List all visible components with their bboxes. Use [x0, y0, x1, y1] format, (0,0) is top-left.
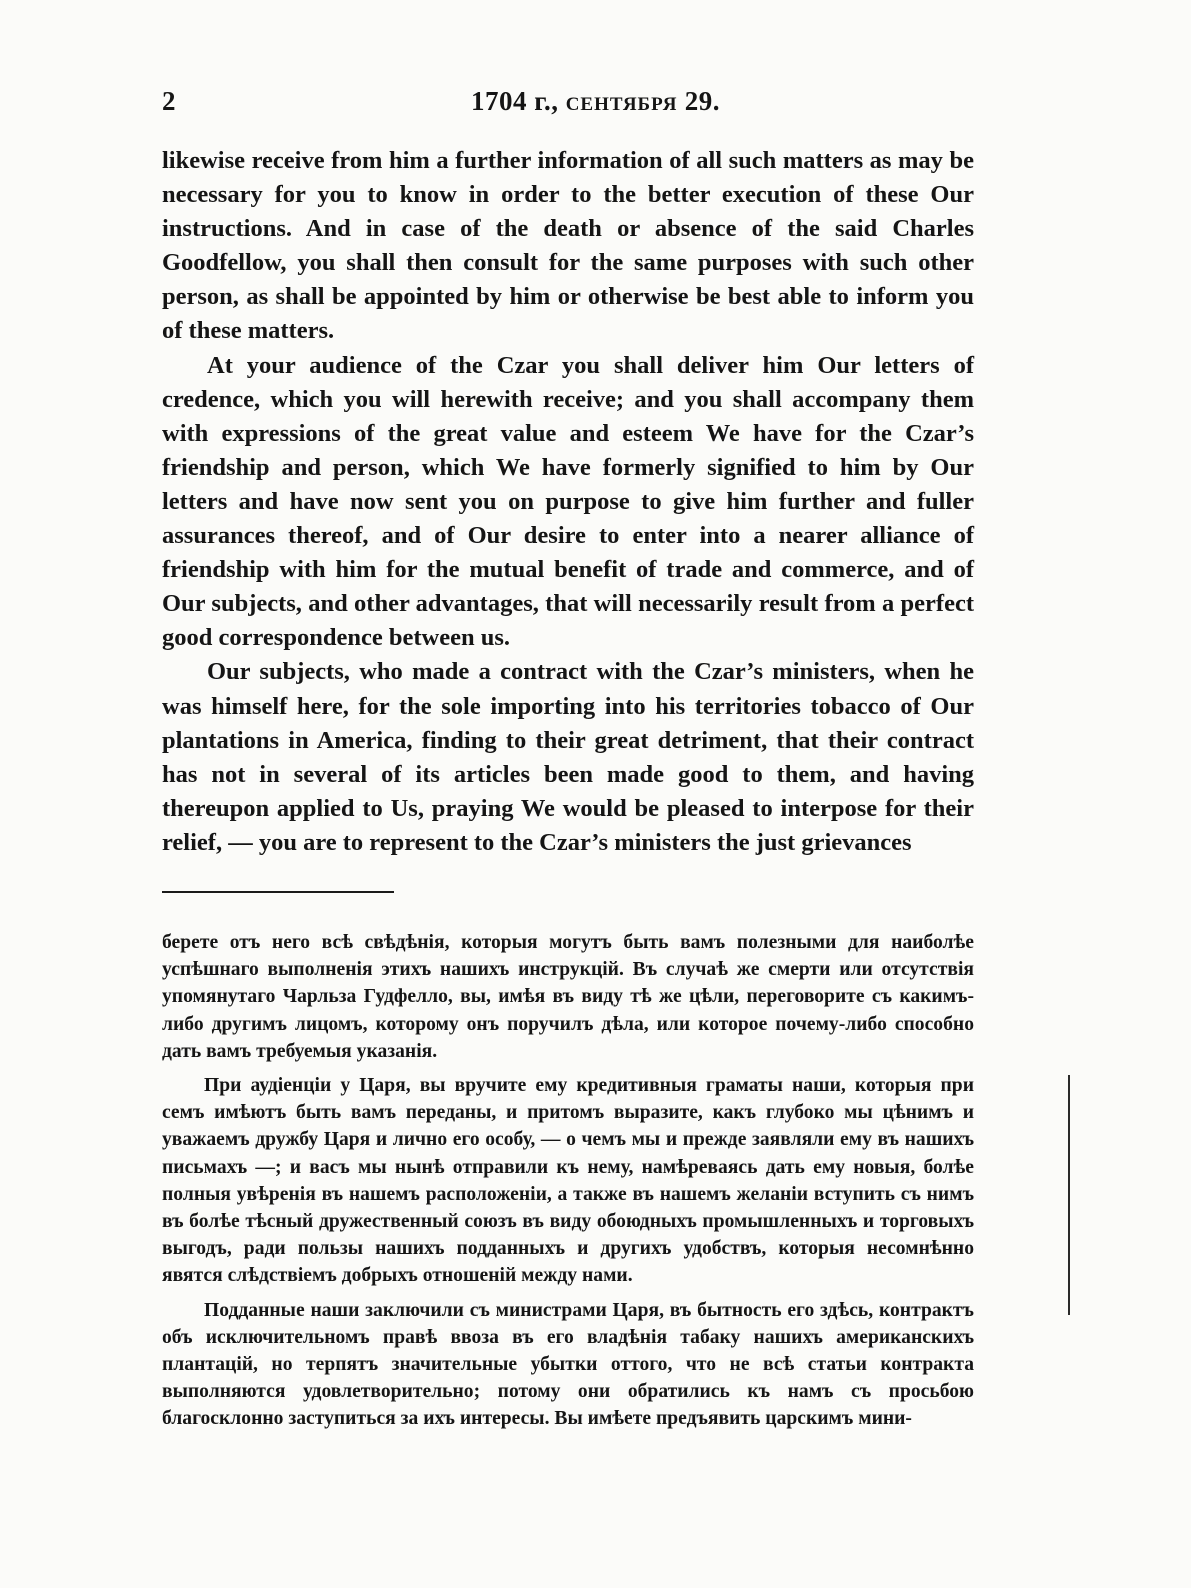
english-paragraph-2: At your audience of the Czar you shall deliver him Our letters of credence, which you will herewith receive; and you shall accompany them with expressions of the great value and esteem We have for the Czar’s friendship and person, which We have formerly signified to him by Our letters and have now sent you on purpose to give him further and fuller assurances thereof, and of Our desire to enter into a nearer alliance of friendship with him for the mutual benefit of trade and commerce, and of Our subjects, and other advantages, that will necessarily result from a perfect good correspondence between us.	[162, 351, 974, 652]
running-head-month: сентября	[565, 86, 678, 116]
running-head	[0, 86, 1191, 117]
english-paragraph-3: Our subjects, who made a contract with the Czar’s ministers, when he was himself here, for the sole importing into his territories tobacco of Our plantations in America, finding to their great detriment, that their contract has not in several of its articles been made good to them, and having thereupon applied to Us, praying We would be pleased to interpose for their relief, — you are to represent to the Czar’s ministers the just grievances	[162, 658, 974, 856]
page-number: 2	[162, 86, 176, 116]
english-paragraph-1: likewise receive from him a further information of all such matters as may be necessary for you to know in order to the better execution of these Our instructions. And in case of the death or absence of the said Charles Goodfellow, you shall then consult for the same purposes with such other person, as shall be appointed by him or otherwise be best able to inform you of these matters.	[162, 147, 974, 345]
footnote-divider	[162, 891, 394, 893]
running-head-year: 1704 г.,	[470, 86, 559, 116]
russian-paragraph-1: берете отъ него всѣ свѣдѣнія, которыя могутъ быть вамъ полезными для наиболѣе успѣшнаго выполненія этихъ нашихъ инструкцій. Въ случаѣ же смерти или отсутствія упомянутаго Чарльза Гудфелло, вы, имѣя въ виду тѣ же цѣли, переговорите съ какимъ-либо другимъ лицомъ, которому онъ поручилъ дѣла, или которое почему-либо способно дать вамъ требуемыя указанія.	[162, 932, 974, 1062]
russian-paragraph-3: Подданные наши заключили съ министрами Царя, въ бытность его здѣсь, контрактъ объ исключительномъ правѣ ввоза въ его владѣнія табаку нашихъ американскихъ плантацій, но терпятъ значительные убытки оттого, что не всѣ статьи контракта выполняются удовлетворительно; потому они обратились къ намъ съ просьбою благосклонно заступиться за ихъ интересы. Вы имѣете предъявить царскимъ мини-	[162, 1299, 974, 1430]
russian-paragraph-2: При аудіенціи у Царя, вы вручите ему кредитивныя граматы наши, которыя при семъ имѣютъ быть вамъ переданы, и притомъ выразите, какъ глубоко мы цѣнимъ и уважаемъ дружбу Царя и лично его особу, — о чемъ мы и прежде заявляли ему въ нашихъ письмахъ —; и васъ мы нынѣ отправили къ нему, намѣреваясь дать ему новыя, болѣе полныя увѣренія въ нашемъ расположеніи, а также въ нашемъ желаніи вступить съ нимъ въ болѣе тѣсный дружественный союзъ въ виду обоюдныхъ промышленныхъ и торговыхъ выгодъ, ради пользы нашихъ подданныхъ и другихъ удобствъ, которыя несомнѣнно явятся слѣдствіемъ добрыхъ отношеній между нами.	[162, 1075, 974, 1287]
margin-mark	[1068, 1075, 1070, 1315]
russian-translation-block	[162, 929, 974, 1433]
running-head-day: 29.	[684, 86, 720, 116]
english-text-block	[162, 144, 974, 860]
